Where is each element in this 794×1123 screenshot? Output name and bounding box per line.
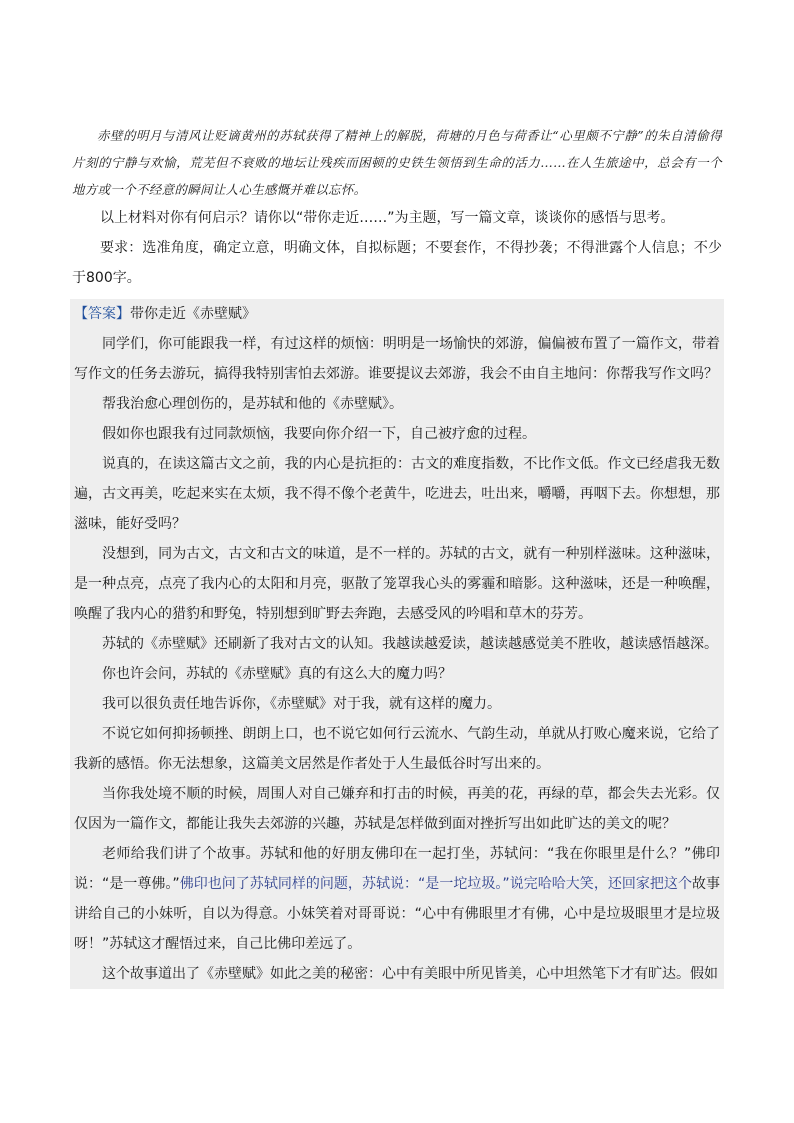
story-part1: 老师给我们讲了个故事。苏轼和他的好朋友佛印在一起打坐，苏轼问：“我在你眼里是什么？”佛印说：“是一尊佛。” — [74, 846, 720, 892]
answer-paragraph: 不说它如何抑扬顿挫、朗朗上口，也不说它如何行云流水、气韵生动，单就从打败心魔来说，它给了我新的感悟。你无法想象，这篇美文居然是作者处于人生最低谷时写出来的。 — [74, 726, 720, 772]
story-part2: 佛印也问了苏轼同样的问题，苏轼说：“是一坨垃圾。”说完哈哈大笑，还回家把这个 — [179, 876, 692, 892]
answer-paragraph: 你也许会问，苏轼的《赤壁赋》真的有这么大的魔力吗？ — [102, 666, 452, 682]
document-page — [70, 122, 724, 989]
answer-paragraph: 帮我治愈心理创伤的，是苏轼和他的《赤壁赋》。 — [102, 396, 403, 412]
story-part3: 故事讲给自己的小妹听，自以为得意。小妹笑着对哥哥说：“心中有佛眼里才有佛，心中是垃圾眼里才是垃圾呀！”苏轼这才醒悟过来，自己比佛印差远了。 — [74, 876, 720, 952]
requirement-text: 要求：选准角度，确定立意，明确文体，自拟标题；不要套作，不得抄袭；不得泄露个人信息；不少于800字。 — [72, 240, 722, 286]
answer-paragraph: 苏轼的《赤壁赋》还刷新了我对古文的认知。我越读越爱读，越读越感觉美不胜收，越读感悟越深。 — [102, 636, 718, 652]
answer-paragraph: 同学们，你可能跟我一样，有过这样的烦恼：明明是一场愉快的郊游，偏偏被布置了一篇作文，带着写作文的任务去游玩，搞得我特别害怕去郊游。谁要提议去郊游，我会不由自主地问：你帮我写作文吗？ — [74, 336, 720, 382]
answer-block — [70, 299, 724, 989]
answer-paragraph: 假如你也跟我有过同款烦恼，我要向你介绍一下，自己被疗愈的过程。 — [102, 426, 536, 442]
answer-paragraph: 说真的，在读这篇古文之前，我的内心是抗拒的：古文的难度指数，不比作文低。作文已经虐我无数遍，古文再美，吃起来实在太烦，我不得不像个老黄牛，吃进去，吐出来，嚼嚼，再咽下去。你想想，那滋味，能好受吗？ — [74, 456, 720, 532]
material-text: 赤壁的明月与清风让贬谪黄州的苏轼获得了精神上的解脱，荷塘的月色与荷香让“心里颇不宁静”的朱自清偷得片刻的宁静与欢愉，荒芜但不衰败的地坛让残疾而困顿的史铁生领悟到生命的活力……在人生旅途中，总会有一个地方或一个不经意的瞬间让人心生感慨并难以忘怀。 — [72, 128, 722, 197]
answer-paragraph: 我可以很负责任地告诉你，《赤壁赋》对于我，就有这样的魔力。 — [102, 696, 501, 712]
story-paragraph — [74, 839, 720, 959]
answer-title-line — [74, 299, 720, 329]
answer-paragraph: 没想到，同为古文，古文和古文的味道，是不一样的。苏轼的古文，就有一种别样滋味。这种滋味，是一种点亮，点亮了我内心的太阳和月亮，驱散了笼罩我心头的雾霾和暗影。这种滋味，还是一种唤醒，唤醒了我内心的猎豹和野兔，特别想到旷野去奔跑，去感受风的吟唱和草木的芬芳。 — [74, 546, 720, 622]
question-text: 以上材料对你有何启示？请你以“带你走近……”为主题，写一篇文章，谈谈你的感悟与思考。 — [100, 210, 675, 226]
answer-title: 带你走近《赤壁赋》 — [130, 306, 256, 322]
answer-paragraph: 当你我处境不顺的时候，周围人对自己嫌弃和打击的时候，再美的花，再绿的草，都会失去光彩。仅仅因为一篇作文，都能让我失去郊游的兴趣，苏轼是怎样做到面对挫折写出如此旷达的美文的呢？ — [74, 786, 720, 832]
answer-tag: 【答案】 — [74, 306, 130, 322]
answer-paragraph-last: 这个故事道出了《赤壁赋》如此之美的秘密：心中有美眼中所见皆美，心中坦然笔下才有旷达。假如 — [102, 966, 718, 982]
